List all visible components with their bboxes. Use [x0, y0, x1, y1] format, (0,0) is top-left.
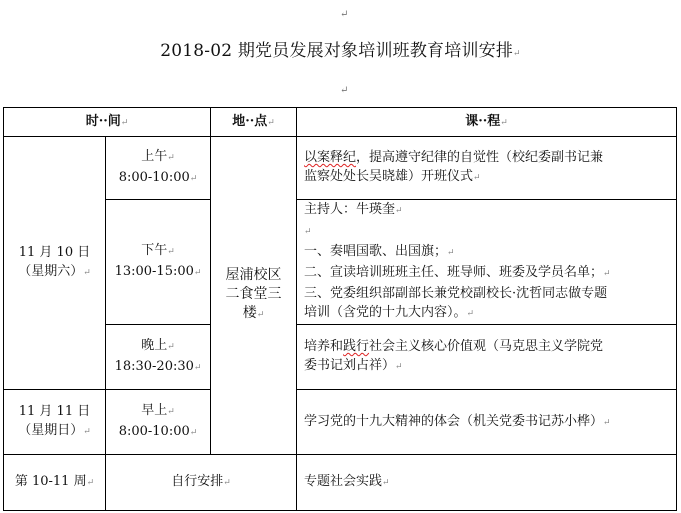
paragraph-mark: ↵: [447, 248, 455, 258]
table-row: [4, 137, 677, 200]
table-row: [4, 455, 677, 511]
course-cell-opening: 以案释纪，提高遵守纪律的自觉性（校纪委副书记兼 监察处处长吴晓雄）开班仪式↵: [297, 137, 677, 200]
paragraph-mark: ↵: [167, 407, 175, 417]
time-cell-evening: 晚上↵ 18:30-20:30↵: [106, 325, 211, 390]
paragraph-mark: ↵: [120, 117, 129, 128]
time-cell-afternoon: 下午↵ 13:00-15:00↵: [106, 200, 211, 325]
date-cell-day2: 11 月 11 日 （星期日）↵: [4, 390, 106, 455]
course-cell-values: 培养和践行社会主义核心价值观（马克思主义学院党 委书记刘占祥）↵: [297, 325, 677, 390]
paragraph-mark: ↵: [189, 174, 198, 184]
paragraph-mark: ↵: [167, 247, 175, 257]
header-time: 时··间↵: [4, 108, 211, 137]
header-place: 地··点↵: [211, 108, 297, 137]
paragraph-mark: ↵: [304, 227, 312, 237]
arrangement-cell: 自行安排↵: [106, 455, 297, 511]
paragraph-mark: ↵: [256, 310, 265, 320]
paragraph-mark: ↵: [223, 478, 231, 488]
course-cell-practice: 专题社会实践↵: [297, 455, 677, 511]
paragraph-mark: ↵: [189, 428, 198, 438]
paragraph-mark: ↵: [382, 478, 390, 488]
paragraph-mark: ↵: [83, 268, 91, 278]
schedule-table: [3, 107, 677, 511]
paragraph-mark: ↵: [193, 268, 202, 278]
header-row: [4, 108, 677, 137]
paragraph-mark: ↵: [193, 363, 202, 373]
page-title: 2018-02 期党员发展对象培训班教育培训安排↵: [160, 41, 521, 61]
weeks-cell: 第 10-11 周↵: [4, 455, 106, 511]
paragraph-mark: ↵: [340, 9, 349, 20]
paragraph-mark: ↵: [473, 173, 481, 183]
place-cell: 屋浦校区 二食堂三 楼↵: [211, 137, 297, 455]
date-cell-day1: 11 月 10 日 （星期六）↵: [4, 137, 106, 390]
paragraph-mark: ↵: [603, 417, 611, 428]
header-course: 课··程↵: [297, 108, 677, 137]
paragraph-mark: ↵: [86, 478, 95, 488]
paragraph-mark: ↵: [395, 362, 403, 372]
course-cell-study: 学习党的十九大精神的体会（机关党委书记苏小桦）↵: [297, 390, 677, 455]
paragraph-mark: ↵: [603, 269, 611, 279]
paragraph-mark: ↵: [340, 85, 349, 96]
paragraph-mark: ↵: [513, 49, 521, 59]
paragraph-mark: ↵: [167, 342, 175, 352]
paragraph-mark: ↵: [395, 206, 403, 216]
time-cell-early-morning: 早上↵ 8:00-10:00↵: [106, 390, 211, 455]
paragraph-mark: ↵: [466, 309, 475, 319]
paragraph-mark: ↵: [267, 117, 275, 128]
time-cell-morning: 上午↵ 8:00-10:00↵: [106, 137, 211, 200]
paragraph-mark: ↵: [500, 117, 508, 128]
paragraph-mark: ↵: [167, 153, 175, 163]
paragraph-mark: ↵: [83, 427, 91, 437]
table-row: [4, 390, 677, 455]
course-cell-ceremony: 主持人：牛瑛奎↵ ↵ 一、奏唱国歌、出国旗；↵ 二、宣读培训班班主任、班导师、班委及学员名单；↵ 三、党委组织部副部长兼党校副校长·沈哲同志做专题 培训（含党的十九大内容）。↵: [297, 200, 677, 325]
